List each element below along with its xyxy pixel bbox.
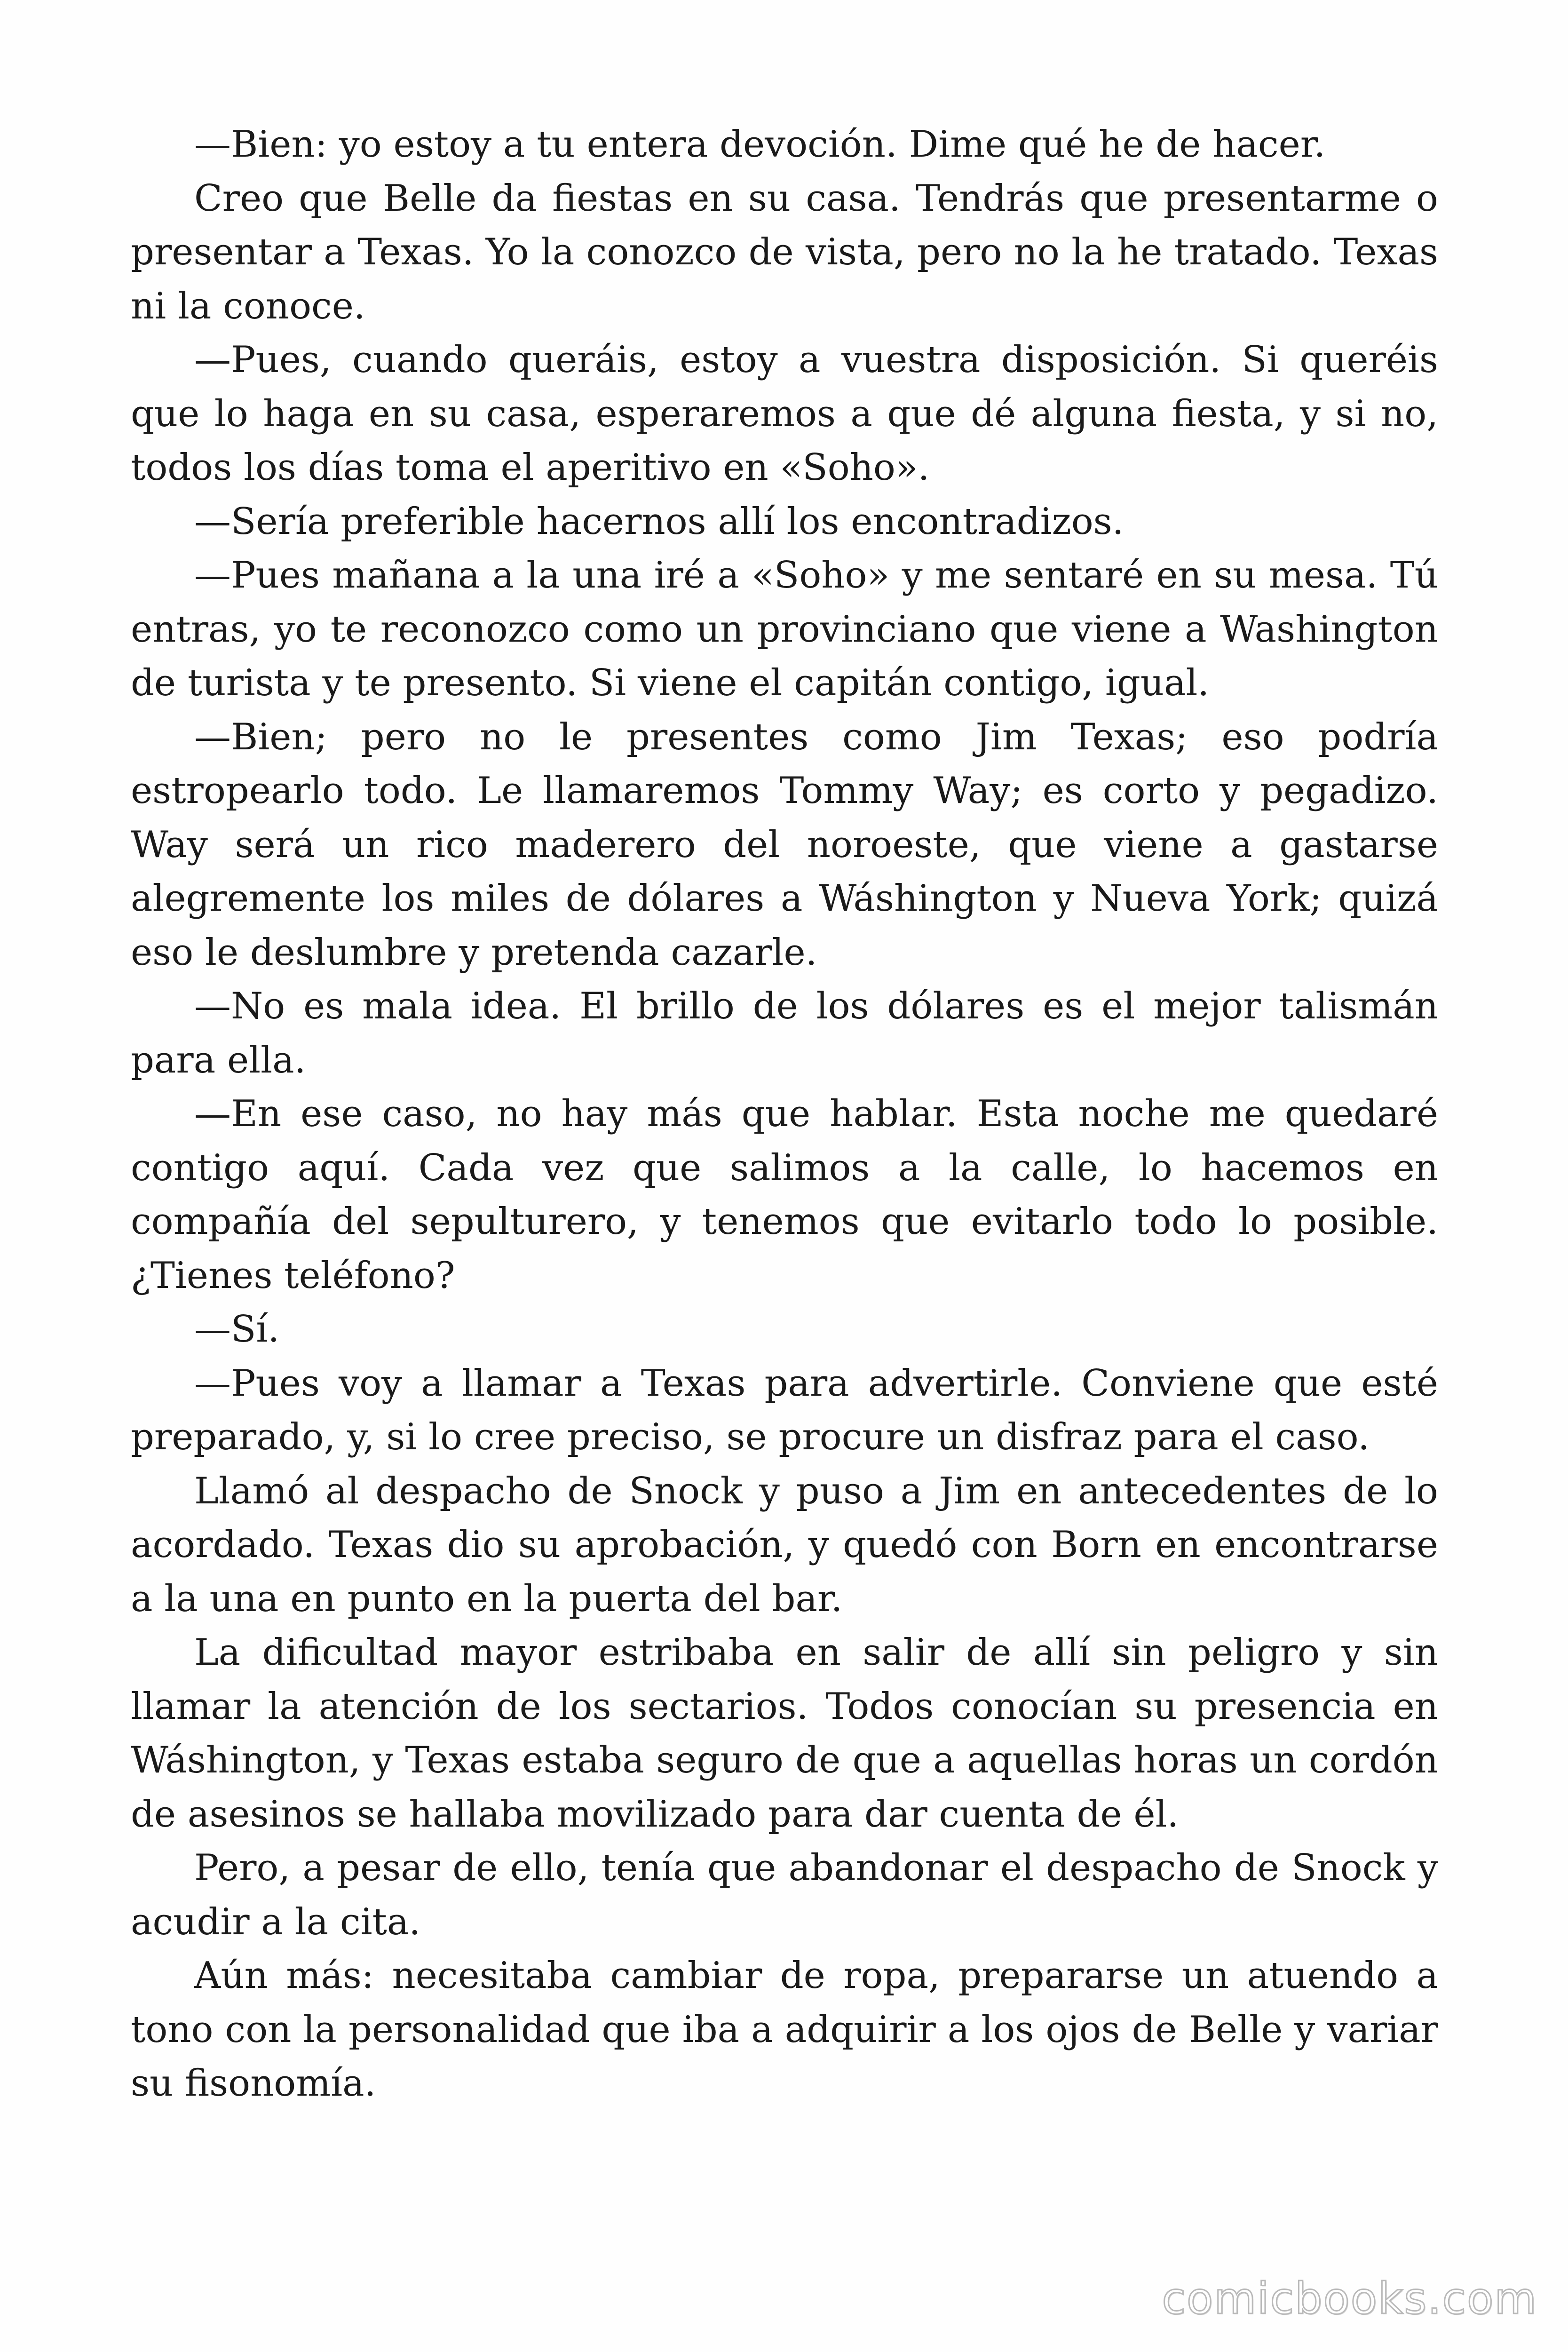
paragraph: —Pues mañana a la una iré a «Soho» y me sentaré en su mesa. Tú entras, yo te reconozco como un provinciano que viene a Washington de turista y te presento. Si viene el capitán contigo, igual. <box>131 554 1438 704</box>
watermark: comicbooks.com <box>1162 2273 1537 2324</box>
paragraph: —Bien: yo estoy a tu entera devoción. Dime qué he de hacer. <box>194 123 1326 166</box>
paragraph: —Sería preferible hacernos allí los encontradizos. <box>194 500 1124 543</box>
paragraph: —Pues, cuando queráis, estoy a vuestra disposición. Si queréis que lo haga en su casa, esperaremos a que dé alguna fiesta, y si no, todos los días toma el aperitivo en «Soho». <box>131 339 1438 489</box>
paragraph: Aún más: necesitaba cambiar de ropa, prepararse un atuendo a tono con la personalidad que iba a adquirir a los ojos de Belle y variar su fisonomía. <box>131 1955 1438 2105</box>
body-text <box>131 118 1438 2111</box>
paragraph: Pero, a pesar de ello, tenía que abandonar el despacho de Snock y acudir a la cita. <box>131 1847 1438 1943</box>
paragraph: —Pues voy a llamar a Texas para advertirle. Conviene que esté preparado, y, si lo cree preciso, se procure un disfraz para el caso. <box>131 1362 1438 1458</box>
paragraph: —Bien; pero no le presentes como Jim Texas; eso podría estropearlo todo. Le llamaremos Tommy Way; es corto y pegadizo. Way será un rico maderero del noroeste, que viene a gastarse alegremente los miles de dólares a Wáshington y Nueva York; quizá eso le deslumbre y pretenda cazarle. <box>131 715 1438 974</box>
paragraph: La dificultad mayor estribaba en salir de allí sin peligro y sin llamar la atención de los sectarios. Todos conocían su presencia en Wáshington, y Texas estaba seguro de que a aquellas horas un cordón de asesinos se hallaba movilizado para dar cuenta de él. <box>131 1631 1438 1836</box>
paragraph: —Sí. <box>194 1308 280 1351</box>
paragraph: —No es mala idea. El brillo de los dólares es el mejor talismán para ella. <box>131 985 1438 1081</box>
paragraph: —En ese caso, no hay más que hablar. Esta noche me quedaré contigo aquí. Cada vez que salimos a la calle, lo hacemos en compañía del sepulturero, y tenemos que evitarlo todo lo posible. ¿Tienes teléfono? <box>131 1093 1438 1297</box>
paragraph: Llamó al despacho de Snock y puso a Jim en antecedentes de lo acordado. Texas dio su aprobación, y quedó con Born en encontrarse a la una en punto en la puerta del bar. <box>131 1470 1438 1620</box>
paragraph: Creo que Belle da fiestas en su casa. Tendrás que presentarme o presentar a Texas. Yo la conozco de vista, pero no la he tratado. Texas ni la conoce. <box>131 177 1438 327</box>
